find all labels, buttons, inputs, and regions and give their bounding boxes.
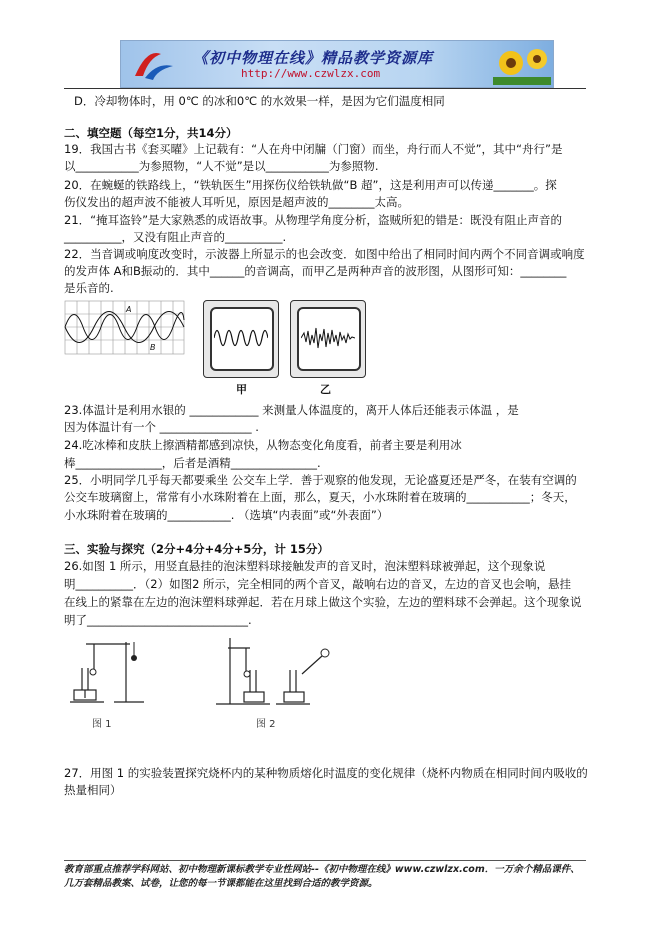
header-rule [64, 88, 586, 89]
footer-line1: 教育部重点推荐学科网站、初中物理新课标教学专业性网站--《初中物理在线》www.czwlzx.com．一万余个精品课件、 [64, 864, 580, 875]
oscilloscope-jia [203, 300, 279, 378]
figure-1-caption: 图 1 [92, 719, 112, 730]
wave-label-a: A [126, 305, 132, 314]
question-24-line2: 棒_______________，后者是酒精_______________. [64, 456, 321, 470]
waveform-noise [301, 323, 355, 353]
question-26-line1: 26.如图 1 所示，用竖直悬挂的泡沫塑料球接触发声的音叉时，泡沫塑料球被弹起，这个现象说 [64, 559, 546, 573]
question-27-line2: 热量相同） [64, 783, 122, 797]
waveform-regular [214, 323, 268, 353]
question-20-line1: 20．在蜿蜒的铁路线上，“铁轨医生”用探伤仪给铁轨做“B 超”，这是利用声可以传递_______。探 [64, 178, 557, 192]
question-19-line2: 以___________为参照物，“人不觉”是以___________为参照物. [64, 159, 379, 173]
question-25-line1: 25．小明同学几乎每天都要乘坐 公交车上学．善于观察的他发现，无论盛夏还是严冬，在装有空调的 [64, 473, 577, 487]
footer-rule [64, 860, 586, 861]
wave-label-b: B [150, 343, 156, 352]
question-23-line2: 因为体温计有一个 ________________ . [64, 420, 259, 434]
question-20-line2: 伤仪发出的超声波不能被人耳听见，原因是超声波的________太高。 [64, 195, 409, 209]
figure-2-two-tuning-forks [210, 632, 340, 712]
logo-icon [127, 44, 177, 84]
section-title-fill-in: 二、填空题（每空1分，共14分） [64, 126, 238, 140]
question-25-line2: 公交车玻璃窗上，常常有小水珠附着在上面，那么，夏天，小水珠附着在玻璃的___________；冬天， [64, 490, 576, 504]
wave-graph-figure [64, 300, 186, 356]
question-22-line3: 是乐音的. [64, 281, 114, 295]
banner-url: http://www.czwlzx.com [241, 67, 381, 80]
question-23-line1: 23.体温计是利用水银的 ____________ 来测量人体温度的，离开人体后还能表示体温 ，是 [64, 403, 519, 417]
question-22-line1: 22．当音调或响度改变时，示波器上所显示的也会改变．如图中给出了相同时间内两个不同音调或响度 [64, 247, 585, 261]
figure-1-tuning-fork-stand [64, 632, 154, 710]
question-26-line3: 在线上的紧靠在左边的泡沫塑料球弹起．若在月球上做这个实验，左边的塑料球不会弹起。这个现象说 [64, 595, 582, 609]
question-26-line2: 明__________．（2）如图2 所示，完全相同的两个音叉，敲响右边的音叉，左边的音叉也会响，悬挂 [64, 577, 572, 591]
label-yi: 乙 [320, 383, 331, 396]
banner-title: 《初中物理在线》精品教学资源库 [193, 49, 434, 67]
figure-2-caption: 图 2 [256, 719, 276, 730]
section-title-experiment: 三、实验与探究（2分+4分+4分+5分，计 15分） [64, 542, 329, 556]
question-26-line4: 明了____________________________. [64, 613, 252, 627]
question-21-line1: 21．“掩耳盗铃”是大家熟悉的成语故事。从物理学角度分析，盗贼所犯的错是：既没有阻止声音的 [64, 213, 563, 227]
question-24-line1: 24.吃冰棒和皮肤上擦酒精都感到凉快，从物态变化角度看，前者主要是利用冰 [64, 438, 462, 452]
question-27-line1: 27．用图 1 的实验装置探究烧杯内的某种物质熔化时温度的变化规律（烧杯内物质在相同时间内吸收的 [64, 766, 588, 780]
question-25-line3: 小水珠附着在玻璃的___________. （选填“内表面”或“外表面”） [64, 508, 389, 522]
oscilloscope-yi [290, 300, 366, 378]
question-21-line2: __________，又没有阻止声音的__________. [64, 230, 287, 244]
option-d-text: D．冷却物体时，用 0℃ 的冰和0℃ 的水效果一样，是因为它们温度相同 [74, 94, 445, 108]
question-22-line2: 的发声体 A和B振动的．其中______的音调高，而甲乙是两种声音的波形图，从图形可知：________ [64, 264, 567, 278]
header-banner [120, 40, 554, 88]
sunflower-icon [493, 43, 551, 85]
question-19-line1: 19．我国古书《套买曜》上记载有：“人在舟中闭牖（门窗）而坐，舟行而人不觉”，其中“舟行”是 [64, 142, 563, 156]
label-jia: 甲 [236, 383, 247, 396]
footer-line2: 几万套精品教案、试卷，让您的每一节课都能在这里找到合适的教学资源。 [64, 878, 378, 889]
